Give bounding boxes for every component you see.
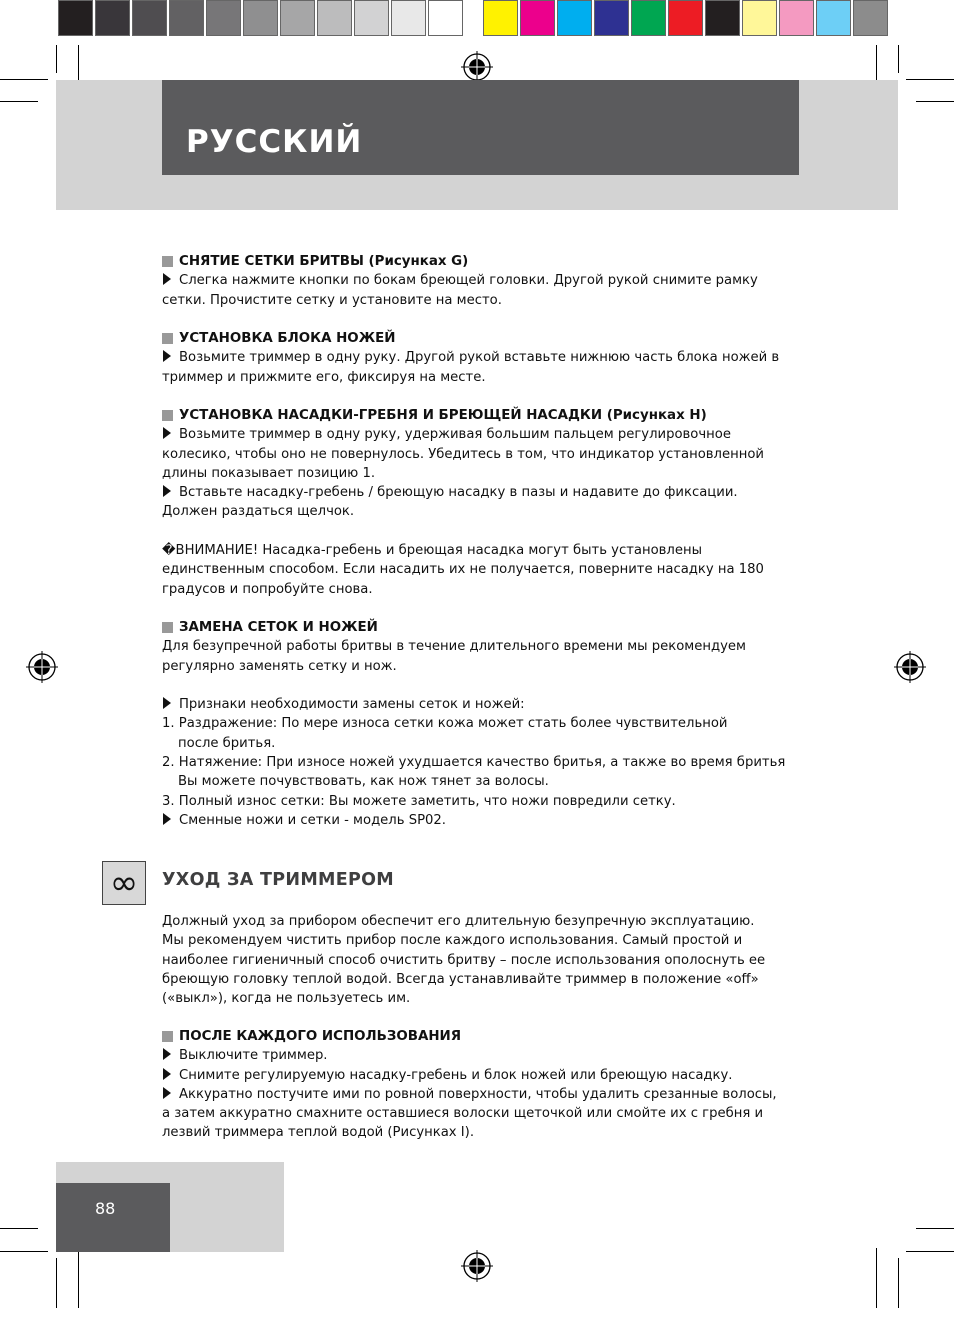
list-item: 3. Полный износ сетки: Вы можете заметить, что ножи повредили сетку.: [162, 793, 676, 809]
crop-mark: [898, 1258, 899, 1308]
square-bullet-icon: [162, 256, 173, 267]
page-number: 88: [95, 1199, 116, 1218]
color-swatch: [391, 0, 426, 36]
triangle-bullet-icon: [163, 273, 171, 285]
crop-mark: [916, 101, 954, 102]
care-heading: УХОД ЗА ТРИММЕРОМ: [162, 870, 395, 890]
color-swatch: [95, 0, 130, 36]
crop-mark: [916, 1228, 954, 1229]
color-swatch: [428, 0, 463, 36]
triangle-bullet-icon: [163, 485, 171, 497]
section-replace: ЗАМЕНА СЕТОК И НОЖЕЙ Для безупречной работы бритвы в течение длительного времени мы рекомендуем регулярно заменять сетку и нож. Признаки необходимости замены сеток и ножей: 1. Раздражение: По мере износа сетки кожа может стать более чувствительной после бритья. 2. Натяжение: При износе ножей ухудшается качество бритья, а также во время бритья Вы можете почувствовать, как нож тянет за волосы. 3. Полный износ сетки: Вы можете заметить, что ножи повредили сетку. Сменные ножи и сетки - модель SP02.: [162, 618, 802, 830]
page-title: РУССКИЙ: [186, 124, 363, 160]
square-bullet-icon: [162, 333, 173, 344]
warning-text: �ВНИМАНИЕ! Насадка-гребень и бреющая насадка могут быть установлены: [162, 543, 703, 559]
crop-mark: [0, 79, 48, 80]
triangle-bullet-icon: [163, 697, 171, 709]
section-care: Должный уход за прибором обеспечит его длительную безупречную эксплуатацию. Мы рекомендуем чистить прибор после каждого использования. Самый простой и наиболее гигиеничный способ очистить бритву – после использования ополоснуть ее бреющую головку теплой водой. Всегда устанавливайте триммер в положение «off» («выкл»), когда не пользуетесь им.: [162, 914, 766, 1007]
triangle-bullet-icon: [163, 350, 171, 362]
list-item: 2. Натяжение: При износе ножей ухудшается качество бритья, а также во время бритья: [162, 755, 786, 771]
color-swatch: [705, 0, 740, 36]
square-bullet-icon: [162, 622, 173, 633]
color-swatch: [853, 0, 888, 36]
color-swatch: [169, 0, 204, 36]
section-heading: УСТАНОВКА БЛОКА НОЖЕЙ: [162, 329, 802, 348]
crop-mark: [876, 45, 877, 83]
section-after-use: ПОСЛЕ КАЖДОГО ИСПОЛЬЗОВАНИЯ Выключите триммер. Снимите регулируемую насадку-гребень и блок ножей или бреющую насадку. Аккуратно постучите ими по ровной поверхности, чтобы удалить срезанные волосы, а затем аккуратно смахните оставшиеся волоски щеточкой или смойте их с гребня и лезвий триммера теплой водой (Рисунках I).: [162, 1027, 802, 1143]
list-item: 1. Раздражение: По мере износа сетки кожа может стать более чувствительной: [162, 716, 728, 732]
triangle-bullet-icon: [163, 427, 171, 439]
crop-mark: [56, 45, 57, 73]
color-swatch: [243, 0, 278, 36]
color-swatch: [631, 0, 666, 36]
color-swatch: [557, 0, 592, 36]
section-heading: УСТАНОВКА НАСАДКИ-ГРЕБНЯ И БРЕЮЩЕЙ НАСАДКИ (Рисунках H): [162, 406, 802, 425]
color-swatch: [483, 0, 518, 36]
color-swatch: [280, 0, 315, 36]
color-swatch: [132, 0, 167, 36]
square-bullet-icon: [162, 1031, 173, 1042]
triangle-bullet-icon: [163, 1048, 171, 1060]
section-heading: ЗАМЕНА СЕТОК И НОЖЕЙ: [162, 618, 802, 637]
crop-mark: [78, 1248, 79, 1308]
crop-mark: [906, 79, 954, 80]
process-color-bar: [483, 0, 890, 38]
section-heading: ПОСЛЕ КАЖДОГО ИСПОЛЬЗОВАНИЯ: [162, 1027, 802, 1046]
triangle-bullet-icon: [163, 1068, 171, 1080]
color-swatch: [594, 0, 629, 36]
color-swatch: [779, 0, 814, 36]
crop-mark: [0, 1251, 48, 1252]
crop-mark: [0, 1228, 38, 1229]
registration-mark-icon: [894, 651, 926, 683]
section-blade-install: УСТАНОВКА БЛОКА НОЖЕЙ Возьмите триммер в одну руку. Другой рукой вставьте нижнюю часть блока ножей в триммер и прижмите его, фиксируя на месте.: [162, 329, 802, 387]
color-swatch: [668, 0, 703, 36]
crop-mark: [898, 45, 899, 73]
crop-mark: [78, 45, 79, 83]
registration-mark-icon: [461, 51, 493, 83]
page-number-box: [56, 1183, 170, 1252]
crop-mark: [0, 101, 38, 102]
color-swatch: [317, 0, 352, 36]
greyscale-color-bar: [58, 0, 465, 38]
color-swatch: [354, 0, 389, 36]
header-box: [162, 80, 799, 175]
section-comb-install: УСТАНОВКА НАСАДКИ-ГРЕБНЯ И БРЕЮЩЕЙ НАСАДКИ (Рисунках H) Возьмите триммер в одну руку, удерживая большим пальцем регулировочное колесико, чтобы оно не повернулось. Убедитесь в том, что индикатор установленной длины показывает позицию 1. Вставьте насадку-гребень / бреющую насадку в пазы и надавите до фиксации. Должен раздаться щелчок. �ВНИМАНИЕ! Насадка-гребень и бреющая насадка могут быть установлены единственным способом. Если насадить их не получается, поверните насадку на 180 градусов и попробуйте снова.: [162, 406, 802, 599]
registration-mark-icon: [461, 1250, 493, 1282]
section-heading: СНЯТИЕ СЕТКИ БРИТВЫ (Рисунках G): [162, 252, 802, 271]
triangle-bullet-icon: [163, 813, 171, 825]
color-swatch: [742, 0, 777, 36]
section-mesh-removal: СНЯТИЕ СЕТКИ БРИТВЫ (Рисунках G) Слегка нажмите кнопки по бокам бреющей головки. Другой рукой снимите рамку сетки. Прочистите сетку и установите на место.: [162, 252, 802, 310]
crop-mark: [56, 1258, 57, 1308]
color-swatch: [816, 0, 851, 36]
square-bullet-icon: [162, 410, 173, 421]
color-swatch: [58, 0, 93, 36]
infinity-icon: ∞: [102, 861, 146, 905]
color-swatch: [520, 0, 555, 36]
triangle-bullet-icon: [163, 1087, 171, 1099]
crop-mark: [906, 1251, 954, 1252]
crop-mark: [876, 1248, 877, 1308]
registration-mark-icon: [26, 651, 58, 683]
color-swatch: [206, 0, 241, 36]
